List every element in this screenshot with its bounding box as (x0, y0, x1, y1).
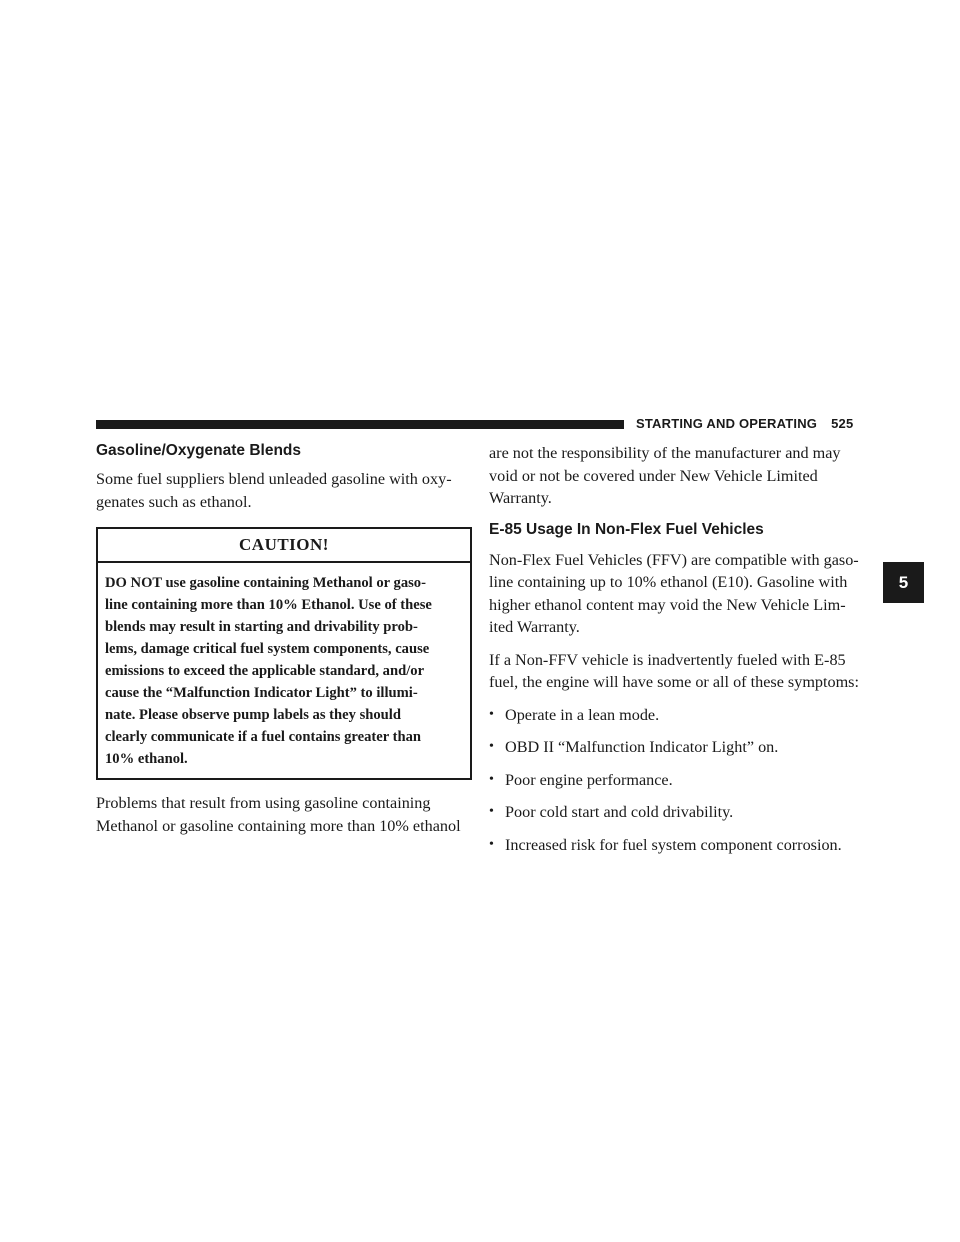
compatibility-line: ited Warranty. (489, 618, 580, 636)
caution-text (98, 563, 470, 778)
continued-line: void or not be covered under New Vehicle Limited (489, 466, 818, 485)
list-item (489, 769, 865, 792)
symptoms-intro-line: fuel, the engine will have some or all of these symptoms: (489, 673, 859, 691)
list-item (489, 834, 865, 857)
caution-line: 10% ethanol. (105, 751, 188, 767)
caution-line: line containing more than 10% Ethanol. Use of these (105, 597, 432, 613)
right-column (489, 440, 865, 856)
symptom-text: Operate in a lean mode. (505, 705, 660, 724)
caution-line: nate. Please observe pump labels as they should (105, 707, 401, 723)
bullet-icon: • (489, 739, 494, 754)
chapter-tab: 5 (883, 562, 924, 603)
page-number: 525 (831, 416, 854, 431)
bullet-icon: • (489, 836, 494, 852)
caution-line: emissions to exceed the applicable standard, and/or (105, 663, 425, 679)
problems-paragraph (96, 792, 472, 837)
bullet-icon: • (489, 706, 494, 722)
compatibility-line: higher ethanol content may void the New Vehicle Lim- (489, 595, 846, 614)
symptom-text: Poor engine performance. (505, 770, 673, 789)
caution-line: cause the “Malfunction Indicator Light” to illumi- (105, 685, 418, 701)
running-header (636, 416, 866, 434)
list-item (489, 736, 865, 759)
list-item (489, 801, 865, 824)
compatibility-line: Non-Flex Fuel Vehicles (FFV) are compatible with gaso- (489, 550, 859, 569)
problems-line: Problems that result from using gasoline containing (96, 794, 431, 812)
problems-line: Methanol or gasoline containing more than 10% ethanol (96, 816, 461, 835)
caution-title: CAUTION! (98, 529, 470, 563)
symptom-text: Increased risk for fuel system component corrosion. (505, 835, 842, 854)
caution-line: blends may result in starting and drivability prob- (105, 619, 418, 635)
bullet-icon: • (489, 804, 494, 819)
continued-line: Warranty. (489, 489, 552, 507)
continued-paragraph (489, 442, 865, 510)
section-heading-e85: E-85 Usage In Non-Flex Fuel Vehicles (489, 520, 764, 538)
caution-box (96, 527, 472, 780)
header-rule (96, 420, 624, 429)
symptom-text: Poor cold start and cold drivability. (505, 803, 734, 821)
compatibility-paragraph (489, 549, 865, 639)
list-item (489, 704, 865, 727)
caution-line: lems, damage critical fuel system components, cause (105, 641, 430, 657)
left-column (96, 440, 472, 837)
symptom-text: OBD II “Malfunction Indicator Light” on. (505, 738, 779, 756)
bullet-icon: • (489, 771, 494, 787)
compatibility-line: line containing up to 10% ethanol (E10). Gasoline with (489, 573, 848, 591)
caution-line: clearly communicate if a fuel contains greater than (105, 729, 422, 745)
intro-line: genates such as ethanol. (96, 492, 252, 511)
symptoms-intro-line: If a Non-FFV vehicle is inadvertently fueled with E-85 (489, 650, 846, 669)
section-heading-oxygenate: Gasoline/Oxygenate Blends (96, 442, 302, 459)
intro-line: Some fuel suppliers blend unleaded gasoline with oxy- (96, 470, 452, 488)
symptoms-list (489, 704, 865, 857)
intro-paragraph (96, 468, 472, 513)
continued-line: are not the responsibility of the manufacturer and may (489, 444, 841, 462)
caution-line: DO NOT use gasoline containing Methanol or gaso- (105, 575, 426, 591)
symptoms-intro-paragraph (489, 649, 865, 694)
section-title: STARTING AND OPERATING (636, 416, 818, 431)
